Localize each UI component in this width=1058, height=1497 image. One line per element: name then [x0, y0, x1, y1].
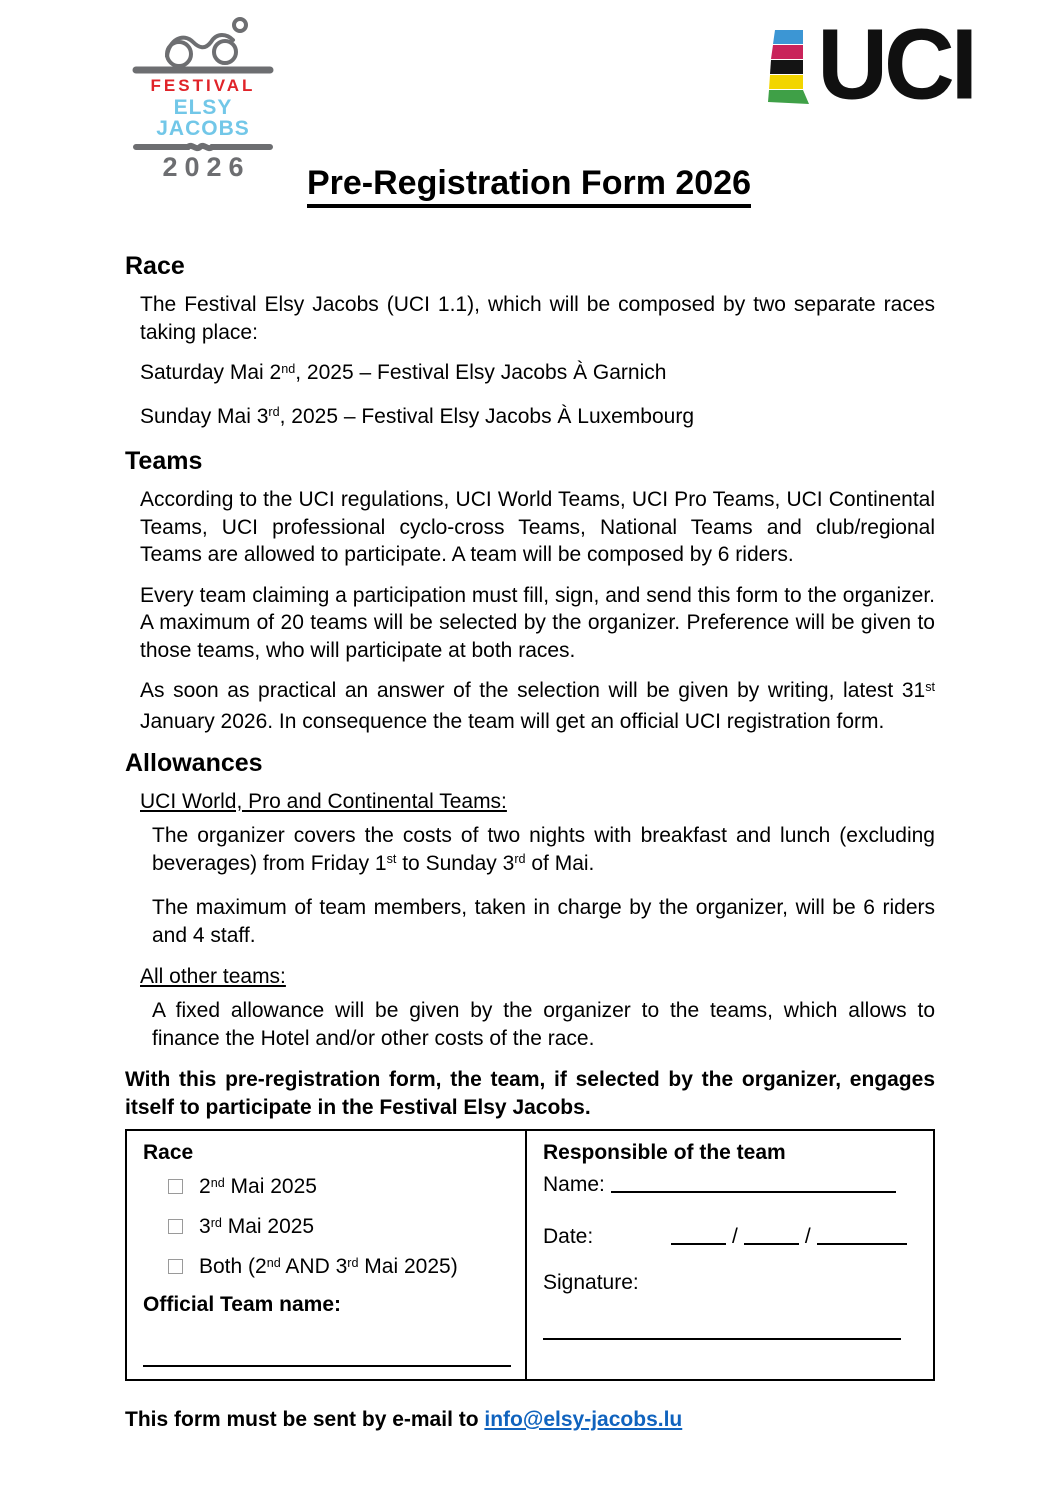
festival-logo-text: FESTIVAL — [150, 76, 256, 95]
header — [0, 0, 1058, 182]
section-heading-race: Race — [125, 252, 185, 280]
teams-paragraph-1: According to the UCI regulations, UCI World Teams, UCI Pro Teams, UCI Continental Teams, UCI professional cyclo-cross Teams, National Teams and club/regional Teams are allowed to participate. A team will be composed by 6 riders. — [140, 488, 935, 566]
table-row — [126, 1130, 934, 1380]
section-heading-teams: Teams — [125, 447, 203, 475]
date-separator: / — [732, 1225, 738, 1248]
race-date-sunday: Sunday Mai 3rd, 2025 – Festival Elsy Jacobs À Luxembourg — [140, 404, 695, 428]
ordinal-superscript: nd — [210, 1175, 225, 1190]
race-options-list — [168, 1173, 513, 1283]
responsible-cell-heading: Responsible of the team — [543, 1141, 786, 1164]
official-team-name-label: Official Team name: — [143, 1293, 342, 1316]
document-body — [125, 252, 935, 1381]
name-row — [543, 1171, 921, 1198]
checkbox-2nd-mai — [168, 1179, 183, 1194]
name-blank-line — [611, 1174, 896, 1193]
ordinal-superscript: rd — [347, 1255, 359, 1270]
race-selection-cell — [126, 1130, 526, 1380]
race-option-both: Both (2nd AND 3rd Mai 2025) — [168, 1253, 513, 1283]
allowances-paragraph-1: The organizer covers the costs of two nights with breakfast and lunch (excluding beverages) from Friday 1st to Sunday 3rd of Mai. — [152, 824, 935, 875]
elsy-jacobs-logo-text: ELSY JACOBS — [156, 96, 250, 140]
date-separator: / — [804, 1225, 811, 1248]
cyclist-icon — [143, 16, 263, 68]
team-name-write-line — [143, 1365, 511, 1367]
race-cell-heading: Race — [143, 1141, 194, 1164]
checkbox-both — [168, 1259, 183, 1274]
ordinal-superscript: rd — [210, 1215, 222, 1230]
email-link[interactable]: info@elsy-jacobs.lu — [484, 1408, 683, 1431]
race-option-2nd-mai: 2nd Mai 2025 — [168, 1173, 513, 1203]
uci-rainbow-stripes-icon — [765, 28, 809, 108]
section-heading-allowances: Allowances — [125, 749, 263, 777]
allowances-paragraph-2: The maximum of team members, taken in charge by the organizer, will be 6 riders and 4 staff. — [152, 896, 935, 947]
teams-paragraph-2: Every team claiming a participation must fill, sign, and send this form to the organizer. A maximum of 20 teams will be selected by the organizer. Preference will be given to those teams, who will participate at both races. — [140, 583, 935, 662]
festival-elsy-jacobs-logo — [128, 16, 278, 181]
ordinal-superscript: st — [925, 679, 935, 694]
allowances-subheading-uci-teams: UCI World, Pro and Continental Teams: — [140, 790, 507, 813]
signature-label: Signature: — [543, 1271, 639, 1294]
checkbox-3rd-mai — [168, 1219, 183, 1234]
uci-logo — [765, 7, 974, 121]
race-option-3rd-mai: 3rd Mai 2025 — [168, 1213, 513, 1243]
engagement-paragraph: With this pre-registration form, the team, if selected by the organizer, engages itself to participate in the Festival Elsy Jacobs. — [125, 1068, 935, 1119]
uci-logo-text: UCI — [817, 7, 974, 121]
date-month-blank — [744, 1226, 799, 1245]
ordinal-superscript: nd — [266, 1255, 281, 1270]
logo-top-bar — [132, 66, 274, 74]
allowances-paragraph-3: A fixed allowance will be given by the organizer to the teams, which allows to finance the Hotel and/or other costs of the race. — [152, 999, 935, 1050]
ordinal-superscript: st — [386, 852, 397, 867]
festival-logo-year: 2026 — [162, 152, 251, 182]
ordinal-superscript: nd — [281, 361, 296, 376]
name-label: Name: — [543, 1173, 605, 1196]
date-label: Date: — [543, 1225, 594, 1248]
page-title: Pre-Registration Form 2026 — [307, 164, 751, 208]
date-row — [543, 1223, 921, 1250]
footer-instruction: This form must be sent by e-mail to info@elsy-jacobs.lu — [125, 1408, 683, 1431]
ordinal-superscript: rd — [514, 852, 526, 867]
ordinal-superscript: rd — [268, 405, 280, 420]
race-date-saturday: Saturday Mai 2nd, 2025 – Festival Elsy Jacobs À Garnich — [140, 361, 667, 384]
logo-bottom-bar — [132, 142, 274, 152]
allowances-subheading-other-teams: All other teams: — [140, 965, 286, 988]
registration-form-table — [125, 1129, 935, 1381]
date-day-blank — [671, 1226, 726, 1245]
race-intro-paragraph: The Festival Elsy Jacobs (UCI 1.1), which will be composed by two separate races taking place: — [140, 293, 935, 344]
signature-write-line — [543, 1338, 901, 1340]
date-year-blank — [817, 1226, 907, 1245]
teams-paragraph-3: As soon as practical an answer of the selection will be given by writing, latest 31st January 2026. In consequence the team will get an official UCI registration form. — [140, 679, 935, 733]
responsible-cell — [526, 1130, 934, 1380]
